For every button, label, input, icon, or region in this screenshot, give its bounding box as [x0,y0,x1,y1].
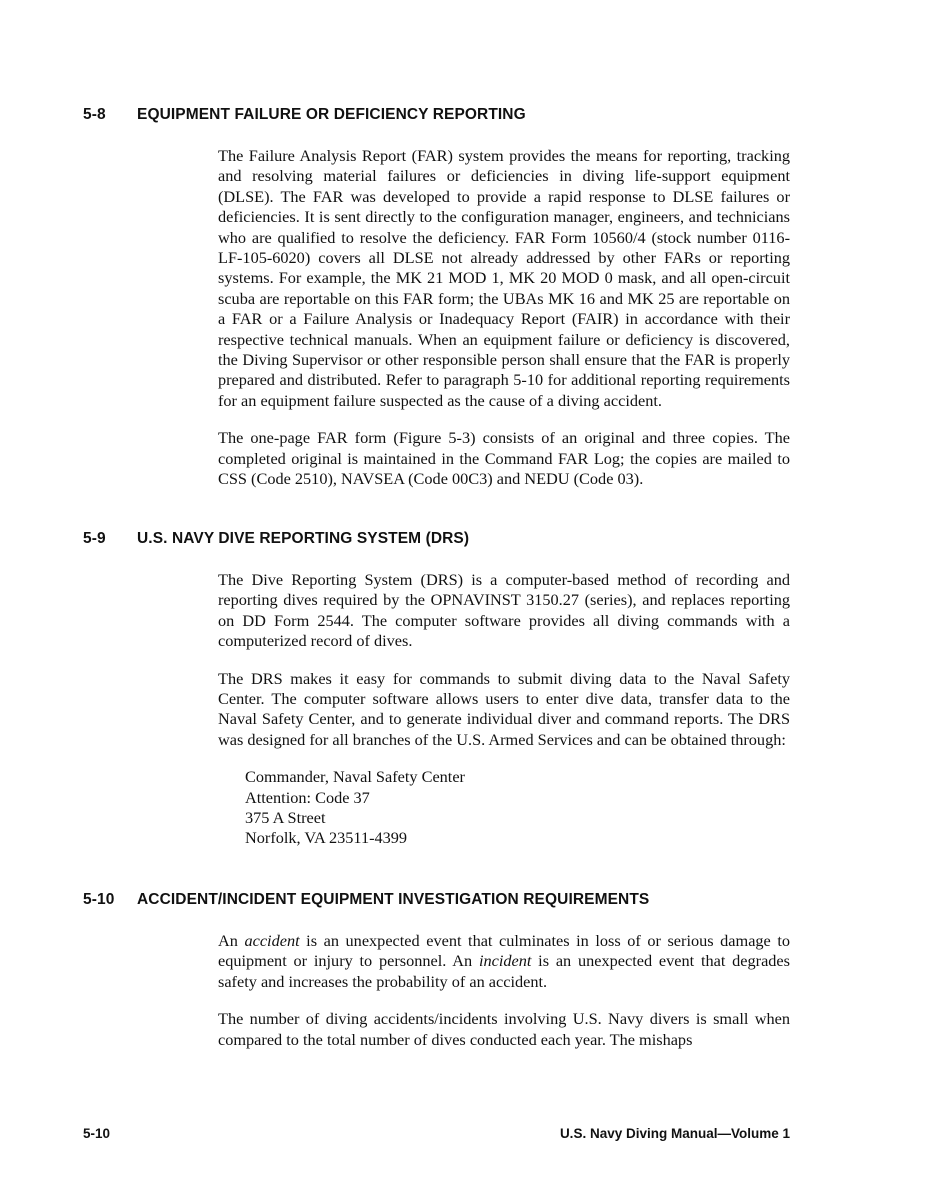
address-line: Commander, Naval Safety Center [245,767,465,787]
address-line: Attention: Code 37 [245,787,370,807]
term-accident: accident [244,931,300,950]
section-heading-5-10 [83,891,843,909]
mailing-address [245,767,790,849]
section-title: EQUIPMENT FAILURE OR DEFICIENCY REPORTING [137,106,526,123]
address-line: 375 A Street [245,808,326,828]
section-body-5-10 [218,931,790,1050]
address-line: Norfolk, VA 23511-4399 [245,828,408,848]
paragraph: The one-page FAR form (Figure 5-3) consists of an original and three copies. The completed original is maintained in the Command FAR Log; the copies are mailed to CSS (Code 2510), NAVSEA (Code 00C3) and NEDU (Code 03). [218,428,790,489]
paragraph: The number of diving accidents/incidents involving U.S. Navy divers is small when compared to the total number of dives conducted each year. The mishaps [218,1009,790,1049]
section-body-5-8 [218,146,790,490]
term-incident: incident [478,951,532,971]
manual-title: U.S. Navy Diving Manual—Volume 1 [559,1126,790,1141]
paragraph: The DRS makes it easy for commands to submit diving data to the Naval Safety Center. The computer software allows users to enter dive data, transfer data to the Naval Safety Center, and to generate individual diver and command reports. The DRS was designed for all branches of the U.S. Armed Services and can be obtained through: [218,668,790,749]
section-heading-5-9 [83,530,843,548]
section-number: 5-10 [83,891,115,908]
paragraph: The Failure Analysis Report (FAR) system provides the means for reporting, tracking and resolving material failures or deficiencies in diving life-support equipment (DLSE). The FAR was developed to provide a rapid response to DLSE failures or deficiencies. It is sent directly to the configuration manager, engineers, and technicians who are qualified to resolve the deficiency. FAR Form 10560/4 (stock number 0116-LF-105-6020) covers all DLSE not already addressed by other FARs or reporting systems. For example, the MK 21 MOD 1, MK 20 MOD 0 mask, and all open-circuit scuba are reportable on this FAR form; the UBAs MK 16 and MK 25 are reportable on a FAR or a Failure Analysis or Inadequacy Report (FAIR) in accordance with their respective technical manuals. When an equipment failure or deficiency is discovered, the Diving Supervisor or other responsible person shall ensure that the FAR is properly prepared and distributed. Refer to paragraph 5-10 for additional reporting requirements for an equipment failure suspected as the cause of a diving accident. [218,146,790,410]
paragraph: The Dive Reporting System (DRS) is a computer-based method of recording and reporting dives required by the OPNAVINST 3150.27 (series), and replaces reporting on DD Form 2544. The computer software provides all diving commands with a computerized record of dives. [218,570,790,651]
section-number: 5-8 [83,106,106,123]
section-title: ACCIDENT/INCIDENT EQUIPMENT INVESTIGATION REQUIREMENTS [137,891,650,908]
section-body-5-9 [218,570,790,849]
section-number: 5-9 [83,530,106,547]
paragraph-definitions: An accident is an unexpected event that culminates in loss of or serious damage to equipment or injury to personnel. An incident is an unexpected event that degrades safety and increases the probability of an accident. [218,931,791,991]
page-number: 5-10 [83,1126,111,1141]
section-title: U.S. NAVY DIVE REPORTING SYSTEM (DRS) [137,530,470,547]
section-heading-5-8 [83,106,843,124]
